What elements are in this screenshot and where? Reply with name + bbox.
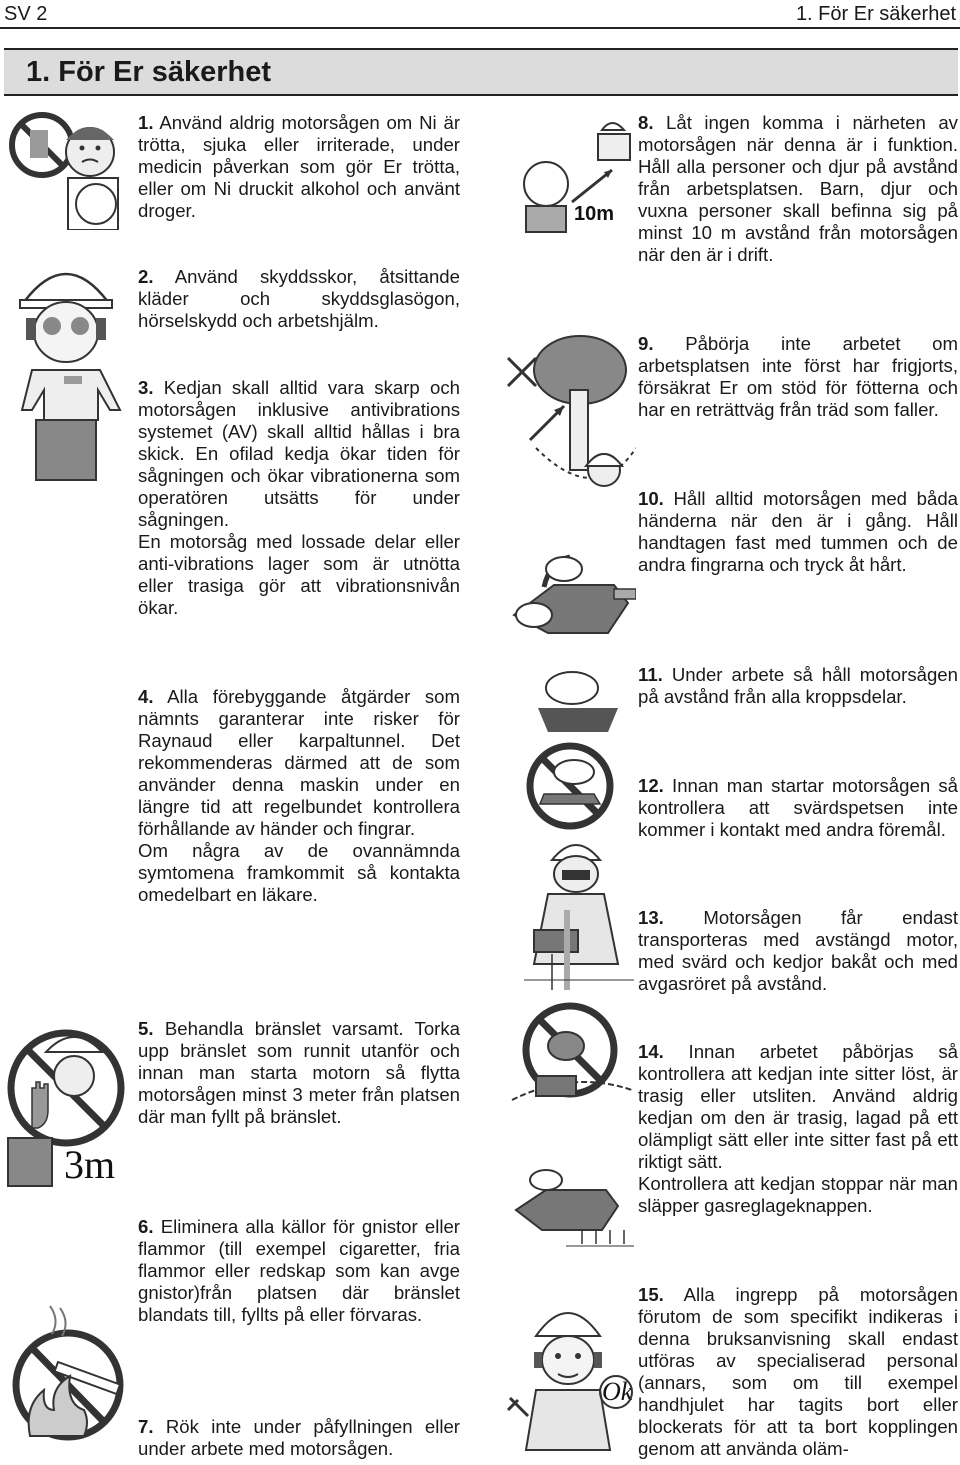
item-10: 10. Håll alltid motorsågen med båda händerna när den är i gång. Håll handtagen fast med tummen och de andra fingrarna och tryck åt hårt.: [638, 488, 958, 575]
item-12: 12. Innan man startar motorsågen så kontrollera att svärdspetsen inte kommer i kontakt med andra föremål.: [638, 775, 958, 840]
specialist-service-illustration: [506, 1290, 634, 1460]
check-chain-icon: [506, 1000, 634, 1252]
ok-mark-label: Ok: [602, 1377, 633, 1406]
chain-check-illustration: [506, 1000, 634, 1252]
distance-10m-illustration: [512, 110, 634, 235]
distance-3m-label: 3m: [64, 1142, 116, 1187]
section-title-bar: [4, 48, 958, 96]
item-7: 7. Rök inte under påfyllningen eller under arbete med motorsågen.: [138, 1416, 460, 1459]
transport-illustration: [518, 830, 634, 990]
header-rule: [0, 27, 960, 29]
no-flame-icon: [4, 1300, 132, 1450]
keep-distance-icon: [512, 110, 634, 235]
item-8: 8. Låt ingen komma i närheten av motorsågen när denna är i funktion. Håll alla personer och djur på avstånd från arbetsplatsen. Barn, djur och vuxna personer skall befinna sig på minst 10 m avstånd från motorsågen när den är i drift.: [638, 112, 958, 265]
item-5: 5. Behandla bränslet varsamt. Torka upp bränslet som runnit utanför och innan man starta motorn så flytta motorsågen minst 3 meter från platsen där man fyllt på bränslet.: [138, 1018, 460, 1127]
tree-felling-illustration: [500, 330, 636, 502]
running-title: 1. För Er säkerhet: [795, 3, 956, 25]
section-title: 1. För Er säkerhet: [26, 56, 271, 88]
distance-10m-label: 10m: [574, 203, 615, 225]
item-6: 6. Eliminera alla källor för gnistor eller flammor (till exempel cigaretter, fria flammor eller redskap som kan avge gnistor)från platsen där bränslet blandats till, fyllts på eller förvaras.: [138, 1216, 460, 1325]
no-smoking-illustration: [4, 1300, 132, 1450]
chainsaw-grip-icon: [504, 545, 636, 645]
protective-gear-illustration: [2, 240, 132, 490]
tree-retreat-icon: [500, 330, 636, 502]
item-4: 4. Alla förebyggande åtgärder som nämnts garanterar inte risker för Raynaud eller karpaltunnel. Det rekommenderas därmed att de som använder denna maskin under en längre tid att regelbundet kontrollera förhållande av händer och fingrar. Om några av de ovannämnda symtomena framkommit så kontakta omedelbart en läkare.: [138, 686, 461, 905]
item-3: 3. Kedjan skall alltid vara skarp och motorsågen inklusive antivibrations systemet (AV) skall alltid hållas i bra skick. En ofilad kedja ökar tiden för sågningen och ökar vibrationerna som operatören utsätts för under sågningen. En motorsåg med lossade delar eller anti-vibrations lager som är utnötta eller trasiga gör att vibrationsnivån ökar.: [138, 377, 461, 618]
item-11: 11. Under arbete så håll motorsågen på avstånd från alla kroppsdelar.: [638, 664, 958, 707]
carry-chainsaw-icon: [518, 830, 634, 990]
item-2: 2. Använd skyddsskor, åtsittande kläder och skyddsglasögon, hörselskydd och arbetshjälm.: [138, 266, 460, 331]
item-9: 9. Påbörja inte arbetet om arbetsplatsen inte först har frigjorts, försäkrat Er om stöd för fötterna och har en reträttväg från träd som faller.: [638, 333, 958, 420]
item-14: 14. Innan arbetet påbörjas så kontrollera att kedjan inte sitter löst, är trasig eller utsliten. Använd aldrig kedjan om den är trasig, lagad på ett olämpligt sätt eller inte sitter fast på ett riktigt sätt. Kontrollera att kedjan stoppar när man släpper gasreglageknappen.: [638, 1041, 958, 1216]
no-alcohol-icon: [4, 100, 132, 230]
helmet-worker-icon: [2, 240, 132, 490]
tired-operator-illustration: [4, 100, 132, 230]
item-1: 1. Använd aldrig motorsågen om Ni är trötta, sjuka eller irriterade, under medicin påverkan som gör Er trötta, eller om Ni druckit alkohol och använt droger.: [138, 112, 461, 221]
two-hand-grip-illustration: [504, 545, 636, 645]
fuel-3m-illustration: [4, 1018, 132, 1190]
no-contact-icon: [508, 668, 634, 830]
keep-away-body-illustration: [508, 668, 634, 830]
page-number: SV 2: [4, 3, 48, 25]
item-15: 15. Alla ingrepp på motorsågen förutom de som specifikt indikeras i denna bruksanvisning skall endast utföras av specialiserad personal (annars, som om till exempel handhjulet har tagits bort eller blockerats för att ta bort kopplingen genom att använda oläm-: [638, 1284, 959, 1459]
page-header: [0, 0, 960, 28]
no-fuel-near-icon: [4, 1018, 132, 1190]
service-technician-icon: [506, 1290, 634, 1460]
item-13: 13. Motorsågen får endast transporteras med avstängd motor, med svärd och kedjor bakåt och med avgasröret på avstånd.: [638, 907, 959, 994]
